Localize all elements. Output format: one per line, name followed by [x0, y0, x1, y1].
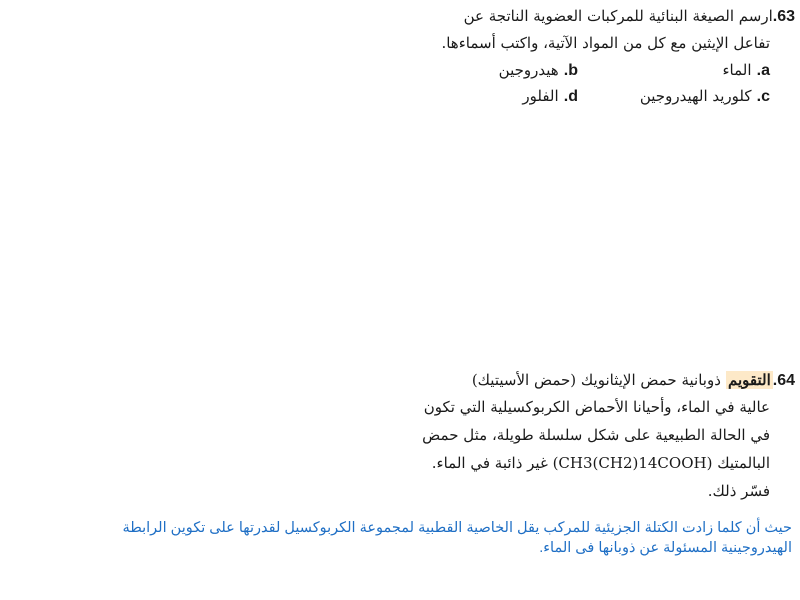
option-b-text: هيدروجين	[498, 61, 559, 79]
option-c-text: كلوريد الهيدروجين	[639, 87, 752, 105]
question-64-line5: فسّر ذلك.	[707, 482, 770, 500]
option-d-text: الفلور	[522, 87, 559, 105]
option-d-letter: d.	[563, 88, 578, 105]
option-d	[522, 86, 578, 106]
question-64-line2: عالية في الماء، وأحيانا الأحماض الكربوكسيلية التي تكون	[423, 398, 770, 416]
option-a-text: الماء	[722, 61, 752, 79]
option-c-letter: c.	[756, 88, 770, 105]
palmitic-label: البالمتيك	[717, 454, 770, 472]
question-64-text-1: ذوبانية حمض الإيثانويك (حمض الأسيتيك)	[471, 371, 721, 389]
question-64-line4	[432, 454, 770, 472]
option-b	[499, 60, 578, 80]
question-64-line1	[472, 370, 795, 390]
option-a	[723, 60, 771, 80]
question-63-line2: تفاعل الإيثين مع كل من المواد الآتية، واكتب أسماءها.	[441, 34, 770, 52]
answer-line2: الهيدروجينية المسئولة عن ذوبانها فى الماء.	[539, 540, 792, 556]
question-64-text-4: غير ذائبة في الماء.	[431, 454, 548, 472]
question-63-line1	[464, 6, 795, 26]
assessment-tag: التقويم	[727, 371, 771, 389]
question-63-text-1: ارسم الصيغة البنائية للمركبات العضوية الناتجة عن	[463, 7, 773, 25]
option-b-letter: b.	[563, 62, 578, 79]
option-a-letter: a.	[756, 62, 770, 79]
question-64-line3: في الحالة الطبيعية على شكل سلسلة طويلة، مثل حمض	[422, 426, 770, 444]
answer-block	[12, 520, 792, 556]
question-63-number: 63.	[772, 8, 795, 25]
answer-line1: حيث أن كلما زادت الكتلة الجزيئية للمركب يقل الخاصية القطبية لمجموعة الكربوكسيل لقدرتها على تكوين الرابطة	[122, 520, 792, 536]
chemical-formula: (CH3(CH2)14COOH)	[552, 454, 713, 472]
question-64-number: 64.	[772, 372, 795, 389]
option-c	[640, 86, 770, 106]
